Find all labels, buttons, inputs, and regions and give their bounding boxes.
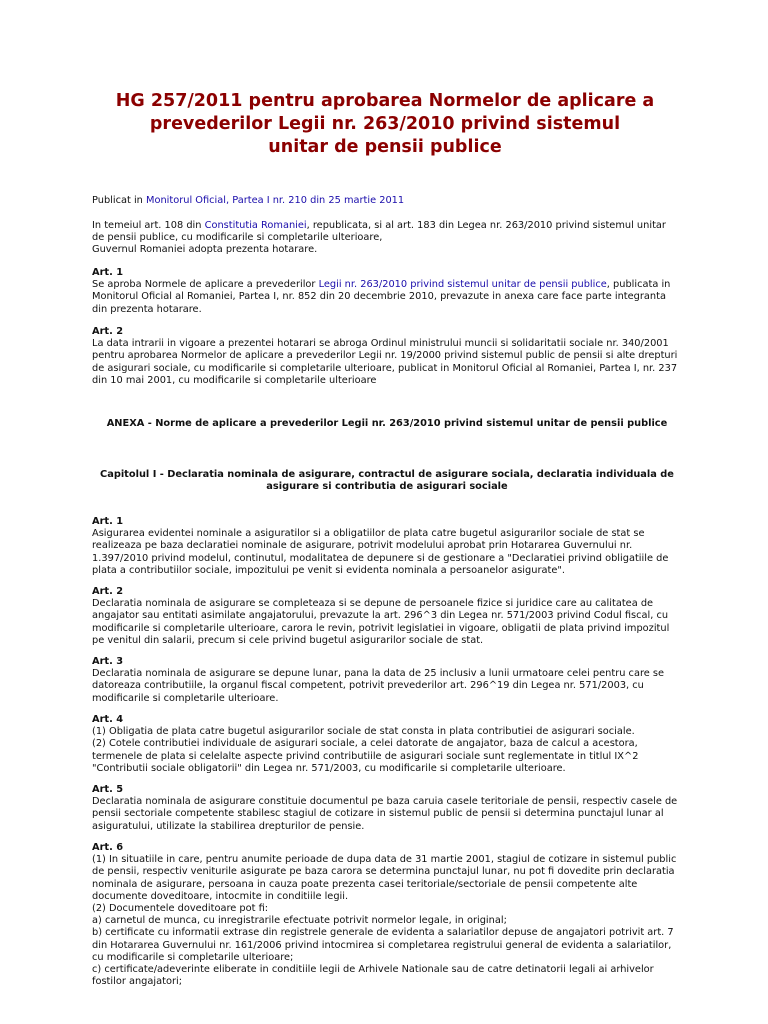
annex-article-6 [92,842,682,988]
article-label: Art. 6 [92,842,124,853]
chapter-heading [92,469,682,494]
article-text: , publicata in [606,279,671,291]
article-line: datoreaza contributiile, la organul fiscal competent, potrivit prevederilor art. 296^19 din Legea nr. 571/2003, cu [92,680,644,692]
article-line: "Contributii sociale obligatorii" din Legea nr. 571/2003, cu modificarile si completarile ulterioare. [92,762,566,774]
article-line: pensii sectoriale competente stabilesc stagiul de cotizare in sistemul public de pensii si determina punctajul lunar al [92,808,664,820]
published-prefix: Publicat in [92,195,146,206]
article-label: Art. 1 [92,267,124,278]
chapter-heading-line: asigurare si contributia de asigurari sociale [266,481,508,493]
article-text: Se aproba Normele de aplicare a prevederilor [92,279,319,291]
annex-heading: ANEXA - Norme de aplicare a prevederilor Legii nr. 263/2010 privind sistemul unitar de pensii publice [106,418,668,429]
article-line: cu modificarile si completarile ulterioare; [92,951,294,963]
hg-article-2 [92,326,682,387]
preamble-suffix: , republicata, si al art. 183 din Legea nr. 263/2010 privind sistemul unitar [306,220,666,231]
article-line: din 10 mai 2001, cu modificarile si completarile ulterioare [92,374,377,386]
article-line: Asigurarea evidentei nominale a asiguratilor si a obligatiilor de plata catre bugetul asigurarilor sociale de stat se [92,528,645,540]
article-label: Art. 1 [92,516,124,527]
chapter-heading-line: Capitolul I - Declaratia nominala de asigurare, contractul de asigurare sociala, declaratia individuala de [100,469,674,480]
article-line: (1) In situatiile in care, pentru anumite perioade de dupa data de 31 martie 2001, stagiul de cotizare in sistemul public [92,854,677,866]
constitutia-link[interactable]: Constitutia Romaniei [204,220,307,231]
article-line: 1.397/2010 privind modelul, continutul, modalitatea de depunere si de gestionare a "Declaratiei privind obligatiile de [92,552,669,564]
article-line: realizeaza pe baza declaratiei nominale de asigurare, potrivit modelului aprobat prin Hotararea Guvernului nr. [92,540,633,552]
article-line: asiguratului, utilizate la stabilirea drepturilor de pensie. [92,820,365,832]
article-line: (2) Documentele doveditoare pot fi: [92,903,269,915]
article-label: Art. 5 [92,784,124,795]
article-line: Declaratia nominala de asigurare se depune lunar, pana la data de 25 inclusiv a lunii urmatoare celei pentru care se [92,668,665,680]
preamble-line [92,220,682,232]
article-line: pentru aprobarea Normelor de aplicare a prevederilor Legii nr. 19/2000 privind sistemul public de pensii si alte drepturi [92,350,678,362]
article-line: La data intrarii in vigoare a prezentei hotarari se abroga Ordinul ministrului muncii si solidaritatii sociale nr. 340/2001 [92,338,669,350]
article-label: Art. 4 [92,714,124,725]
title-line: prevederilor Legii nr. 263/2010 privind sistemul [149,114,621,134]
article-line: fostilor angajatori; [92,976,183,988]
article-line [92,279,682,291]
published-note [92,195,682,207]
article-line: documente doveditoare, intocmite in conditiile legii. [92,890,349,902]
article-line: Declaratia nominala de asigurare constituie documentul pe baza caruia casele teritoriale de pensii, respectiv casele de [92,796,678,808]
article-line: Monitorul Oficial al Romaniei, Partea I, nr. 852 din 20 decembrie 2010, prevazute in anexa care face parte integranta [92,291,666,303]
annex-article-5 [92,784,682,833]
legea-263-link[interactable]: Legii nr. 263/2010 privind sistemul unitar de pensii publice [318,279,607,291]
article-line: din prezenta hotarare. [92,303,202,315]
article-line: pe venitul din salarii, precum si cele privind bugetul asigurarilor sociale de stat. [92,634,484,646]
article-label: Art. 3 [92,656,124,667]
annex-article-2 [92,586,682,647]
monitorul-oficial-link[interactable]: Monitorul Oficial, Partea I nr. 210 din 25 martie 2011 [146,195,405,206]
preamble-line: de pensii publice, cu modificarile si completarile ulterioare, [92,232,383,244]
article-label: Art. 2 [92,586,124,597]
article-line: de asigurari sociale, cu modificarile si completarile ulterioare, publicat in Monitorul Oficial al Romaniei, Partea I, nr. 237 [92,362,678,374]
article-line: (1) Obligatia de plata catre bugetul asigurarilor sociale de stat consta in plata contributiei de asigurari sociale. [92,726,635,738]
article-line: (2) Cotele contributiei individuale de asigurari sociale, a celei datorate de angajator, baza de calcul a acestora, [92,738,638,750]
preamble [92,220,682,257]
preamble-prefix: In temeiul art. 108 din [92,220,205,231]
annex-article-4 [92,714,682,775]
page-title [100,90,670,159]
title-line: HG 257/2011 pentru aprobarea Normelor de aplicare a [115,91,655,111]
article-line: din Hotararea Guvernului nr. 161/2006 privind intocmirea si completarea registrului general de evidenta a salariatilor, [92,939,672,951]
article-line: modificarile si completarile ulterioare, carora le revin, potrivit legislatiei in vigoare, obligatii de plata privind impozitul [92,622,670,634]
article-line: nominala de asigurare, persoana in cauza poate prezenta casei teritoriale/sectoriale de pensii competente alte [92,878,638,890]
article-line: b) certificate cu informatii extrase din registrele generale de evidenta a salariatilor depuse de angajatori potrivit art. 7 [92,927,674,939]
article-line: Declaratia nominala de asigurare se completeaza si se depune de persoanele fizice si juridice care au calitatea de [92,598,654,610]
annex-article-1 [92,516,682,577]
article-line: c) certificate/adeverinte eliberate in conditiile legii de Arhivele Nationale sau de catre detinatorii legali ai arhivelor [92,964,654,976]
article-line: a) carnetul de munca, cu inregistrarile efectuate potrivit normelor legale, in original; [92,915,507,927]
article-line: termenele de plata si celelalte aspecte privind contributiile de asigurari sociale sunt reglementate in titlul IX^2 [92,750,639,762]
article-label: Art. 2 [92,326,124,337]
annex-article-3 [92,656,682,705]
article-line: angajator sau entitati asimilate angajatorului, prevazute la art. 296^3 din Legea nr. 571/2003 privind Codul fiscal, cu [92,610,669,622]
article-line: de pensii, respectiv veniturile asigurate pe baza carora se determina punctajul lunar, nu pot fi dovedite prin declaratia [92,866,675,878]
article-line: plata a contributiilor sociale, impozitului pe venit si evidenta nominala a persoanelor asigurate". [92,564,565,576]
article-line: modificarile si completarile ulterioare. [92,692,279,704]
hg-article-1 [92,267,682,316]
title-line: unitar de pensii publice [268,137,502,157]
preamble-line: Guvernul Romaniei adopta prezenta hotarare. [92,244,318,256]
